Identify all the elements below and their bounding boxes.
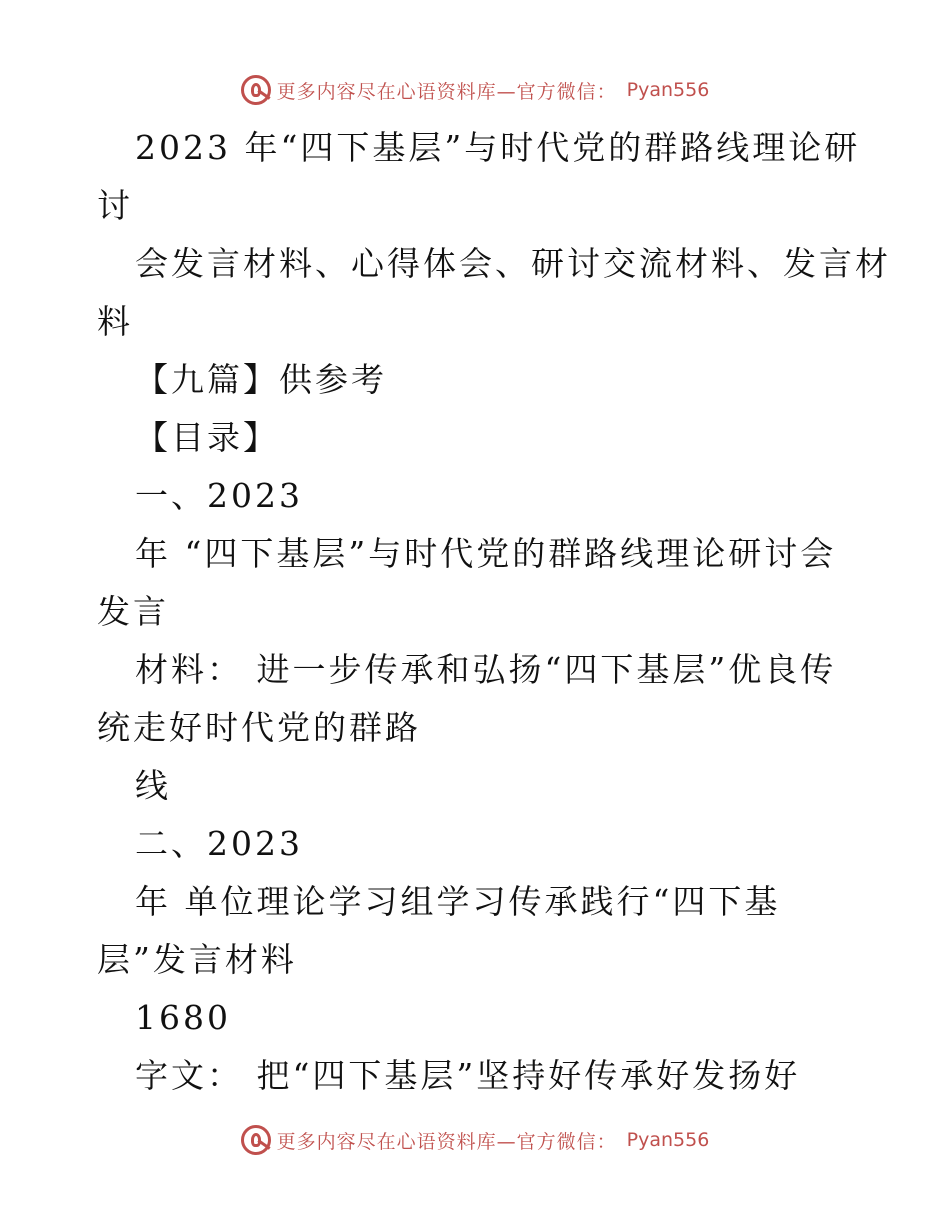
toc-item-1-line-4: 统走好时代党的群路 [97, 708, 421, 747]
watermark-wechat-id: Pyan556 [626, 1129, 710, 1151]
toc-item-1-line-1: 年 “四下基层”与时代党的群路线理论研讨会 [135, 534, 837, 573]
watermark-text: 更多内容尽在心语资料库—官方微信： [276, 80, 617, 103]
pen-circle-logo-icon [241, 1125, 271, 1155]
toc-item-2-line-2: 层”发言材料 [97, 940, 297, 979]
toc-item-2-line-4: 字文： 把“四下基层”坚持好传承好发扬好 [135, 1056, 801, 1095]
toc-item-1-line-2: 发言 [97, 592, 169, 631]
toc-item-2-line-1: 年 单位理论学习组学习传承践行“四下基 [135, 882, 781, 921]
title-line-4: 料 [97, 302, 133, 341]
toc-item-2-number: 二、2023 [135, 824, 303, 863]
footer-watermark [0, 1120, 950, 1160]
toc-item-2-line-3: 1680 [135, 998, 231, 1037]
title-line-1: 2023 年“四下基层”与时代党的群路线理论研 [135, 128, 861, 167]
title-line-3: 会发言材料、心得体会、研讨交流材料、发言材 [135, 244, 891, 283]
header-watermark [0, 70, 950, 110]
subtitle: 【九篇】供参考 [135, 360, 387, 399]
toc-item-1-line-5: 线 [135, 766, 171, 805]
watermark-wechat-id: Pyan556 [626, 79, 710, 101]
toc-item-1-number: 一、2023 [135, 476, 303, 515]
toc-item-1-line-3: 材料： 进一步传承和弘扬“四下基层”优良传 [135, 650, 837, 689]
watermark-text: 更多内容尽在心语资料库—官方微信： [276, 1130, 617, 1153]
pen-circle-logo-icon [241, 75, 271, 105]
title-line-2: 讨 [97, 186, 133, 225]
toc-heading: 【目录】 [135, 418, 279, 457]
